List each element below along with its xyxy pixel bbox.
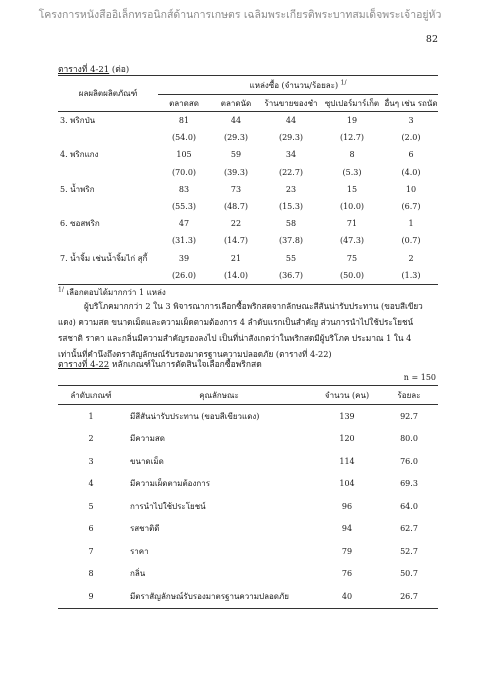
count-cell: 94 <box>341 524 353 534</box>
attribute-cell: ขนาดเม็ด <box>130 456 164 466</box>
sample-size-label: n = 150 <box>403 373 436 382</box>
count-cell: 76 <box>341 569 353 579</box>
rank-cell: 2 <box>88 434 94 444</box>
count-cell: 96 <box>341 501 353 511</box>
footnote-sup: 1/ <box>58 286 64 294</box>
table2-caption-rest: หลักเกณฑ์ในการตัดสินใจเลือกซื้อพริกสด <box>109 360 262 370</box>
percent-cell: 92.7 <box>400 411 418 421</box>
table-row-percent <box>58 267 438 285</box>
purchase-source-table <box>58 75 438 285</box>
empty-cell <box>58 164 158 181</box>
count-cell: 73 <box>230 184 242 194</box>
percent-cell: (47.3) <box>339 236 365 246</box>
percent-cell: (54.0) <box>171 133 197 143</box>
percent-cell: (39.3) <box>223 167 249 177</box>
count-cell: 47 <box>178 219 190 229</box>
paragraph-line-1: ผู้บริโภคมากกว่า 2 ใน 3 พิจารณาการเลือกซื้อพริกสดจากลักษณะสีสันน่ารับประทาน (ขอบสีเขียว <box>84 301 423 311</box>
percent-cell: (0.7) <box>401 236 421 246</box>
count-cell: 59 <box>230 150 242 160</box>
rank-cell: 8 <box>88 569 94 579</box>
table-row <box>58 473 438 496</box>
count-cell: 83 <box>178 184 190 194</box>
count-cell: 40 <box>314 585 380 608</box>
count-cell: 21 <box>230 253 242 263</box>
count-cell: 34 <box>285 150 297 160</box>
paragraph-line-2: แดง) ความสด ขนาดเม็ดและความเผ็ดตามต้องการ 4 ลำดับแรกเป็นสำคัญ ส่วนการนำไปใช้ประโยชน์ <box>58 317 414 327</box>
percent-cell: (14.0) <box>210 267 262 285</box>
rank-cell: 6 <box>88 524 94 534</box>
count-cell: 44 <box>230 116 242 126</box>
table1-footnote <box>58 286 166 299</box>
percent-cell: (50.0) <box>320 267 384 285</box>
percent-cell: (22.7) <box>278 167 304 177</box>
count-cell: 1 <box>408 219 414 229</box>
percent-cell: 76.0 <box>400 456 418 466</box>
count-cell: 139 <box>339 411 355 421</box>
count-cell: 55 <box>285 253 297 263</box>
empty-cell <box>58 198 158 215</box>
table1-caption-rest: (ต่อ) <box>109 65 130 75</box>
table-row <box>58 450 438 473</box>
empty-cell <box>58 129 158 146</box>
count-cell: 6 <box>408 150 414 160</box>
count-cell: 10 <box>405 184 417 194</box>
table-row-count <box>58 250 438 267</box>
percent-cell: (26.0) <box>158 267 210 285</box>
percent-cell: 50.7 <box>400 569 418 579</box>
percent-cell: (2.0) <box>401 133 421 143</box>
count-cell: 81 <box>178 116 190 126</box>
source-column-header: ร้านขายของชำ <box>262 95 320 112</box>
count-cell: 22 <box>230 219 242 229</box>
count-cell: 104 <box>339 479 355 489</box>
count-cell: 58 <box>285 219 297 229</box>
attribute-cell: ราคา <box>130 546 149 556</box>
paragraph-line-4: เท่านั้นที่คำนึงถึงตราสัญลักษณ์รับรองมาตรฐานความปลอดภัย (ตารางที่ 4-22) <box>58 349 332 359</box>
table-row <box>58 585 438 608</box>
table-row-count <box>58 215 438 232</box>
percent-cell: 26.7 <box>380 585 438 608</box>
purchase-criteria-table <box>58 385 438 609</box>
product-label: 5. น้ำพริก <box>60 184 95 194</box>
count-cell: 120 <box>339 434 355 444</box>
purchase-source-group-header <box>158 76 438 95</box>
count-cell: 15 <box>346 184 358 194</box>
rank-cell: 1 <box>88 411 94 421</box>
percent-cell: (48.7) <box>223 202 249 212</box>
table-row-percent <box>58 129 438 146</box>
count-cell: 23 <box>285 184 297 194</box>
percent-cell: 62.7 <box>400 524 418 534</box>
percent-cell: (1.3) <box>384 267 438 285</box>
percent-cell: (10.0) <box>339 202 365 212</box>
percent-cell: 80.0 <box>400 434 418 444</box>
attribute-cell: มีตราสัญลักษณ์รับรองมาตรฐานความปลอดภัย <box>124 585 314 608</box>
product-label: 6. ซอสพริก <box>60 219 100 229</box>
product-column-header: ผลผลิตผลิตภัณฑ์ <box>58 76 158 112</box>
group-header-sup: 1/ <box>340 78 347 86</box>
attribute-cell: การนำไปใช้ประโยชน์ <box>130 501 206 511</box>
product-label: 4. พริกแกง <box>60 150 99 160</box>
rank-cell: 5 <box>88 501 94 511</box>
percent-cell: (15.3) <box>278 202 304 212</box>
table-row <box>58 518 438 541</box>
source-column-header: ซุปเปอร์มาร์เก็ต <box>320 95 384 112</box>
page-header: โครงการหนังสืออิเล็กทรอนิกส์ด้านการเกษตร เฉลิมพระเกียรติพระบาทสมเด็จพระเจ้าอยู่หัว <box>38 9 442 21</box>
rank-cell: 3 <box>88 456 94 466</box>
attribute-cell: มีความเผ็ดตามต้องการ <box>130 479 210 489</box>
percent-column-header: ร้อยละ <box>380 386 438 405</box>
table-row-count <box>58 146 438 163</box>
percent-cell: (6.7) <box>401 202 421 212</box>
percent-cell: (31.3) <box>171 236 197 246</box>
count-cell: 105 <box>176 150 192 160</box>
attribute-cell: มีความสด <box>130 434 165 444</box>
table-row <box>58 405 438 428</box>
count-cell: 114 <box>339 456 355 466</box>
footnote-text: เลือกตอบได้มากกว่า 1 แหล่ง <box>63 288 166 297</box>
count-column-header: จำนวน (คน) <box>314 386 380 405</box>
table-row <box>58 563 438 586</box>
count-cell: 71 <box>346 219 358 229</box>
attribute-cell: มีสีสันน่ารับประทาน (ขอบสีเขียวแดง) <box>130 411 260 421</box>
rank-cell: 4 <box>88 479 94 489</box>
source-column-header: อื่นๆ เช่น รถนัด <box>384 95 438 112</box>
count-cell: 44 <box>285 116 297 126</box>
table-row <box>58 495 438 518</box>
table-row-percent <box>58 232 438 249</box>
attribute-cell: กลิ่น <box>130 569 146 579</box>
count-cell: 19 <box>346 116 358 126</box>
table2-caption-label: ตารางที่ 4-22 <box>58 360 110 370</box>
count-cell: 2 <box>408 253 414 263</box>
percent-cell: 52.7 <box>400 546 418 556</box>
group-header-text: แหล่งซื้อ (จำนวน/ร้อยละ) <box>249 80 341 90</box>
percent-cell: (29.3) <box>278 133 304 143</box>
paragraph-line-3: รสชาติ ราคา และกลิ่นมีความสำคัญรองลงไป เป็นที่น่าสังเกตว่าในพริกสดมีผู้บริโภค ประมาณ 1 ใน 4 <box>58 333 412 343</box>
source-column-header: ตลาดสด <box>158 95 210 112</box>
table-row <box>58 540 438 563</box>
source-column-header: ตลาดนัด <box>210 95 262 112</box>
percent-cell: (37.8) <box>278 236 304 246</box>
rank-cell: 7 <box>88 546 94 556</box>
attribute-cell: รสชาติดี <box>130 524 160 534</box>
percent-cell: (29.3) <box>223 133 249 143</box>
count-cell: 3 <box>408 116 414 126</box>
rank-column-header: ลำดับเกณฑ์ <box>58 386 124 405</box>
product-label: 3. พริกป่น <box>60 116 96 126</box>
rank-cell: 9 <box>58 585 124 608</box>
count-cell: 8 <box>349 150 355 160</box>
product-label: 7. น้ำจิ้ม เช่นน้ำจิ้มไก่ สุกี้ <box>60 253 148 263</box>
percent-cell: (14.7) <box>223 236 249 246</box>
count-cell: 39 <box>178 253 190 263</box>
percent-cell: (70.0) <box>171 167 197 177</box>
table-row-percent <box>58 164 438 181</box>
table-row-count <box>58 112 438 130</box>
empty-cell <box>58 267 158 285</box>
table1-caption-label: ตารางที่ 4-21 <box>58 65 110 75</box>
percent-cell: (55.3) <box>171 202 197 212</box>
percent-cell: (5.3) <box>342 167 362 177</box>
table-row-percent <box>58 198 438 215</box>
percent-cell: (4.0) <box>401 167 421 177</box>
percent-cell: (36.7) <box>262 267 320 285</box>
table1-caption <box>58 62 129 76</box>
table-row <box>58 428 438 451</box>
count-cell: 79 <box>341 546 353 556</box>
count-cell: 75 <box>346 253 358 263</box>
percent-cell: 64.0 <box>400 501 418 511</box>
attribute-column-header: คุณลักษณะ <box>124 386 314 405</box>
page-number: 82 <box>425 34 438 45</box>
table-row-count <box>58 181 438 198</box>
empty-cell <box>58 232 158 249</box>
percent-cell: 69.3 <box>400 479 418 489</box>
percent-cell: (12.7) <box>339 133 365 143</box>
table2-caption <box>58 357 262 371</box>
